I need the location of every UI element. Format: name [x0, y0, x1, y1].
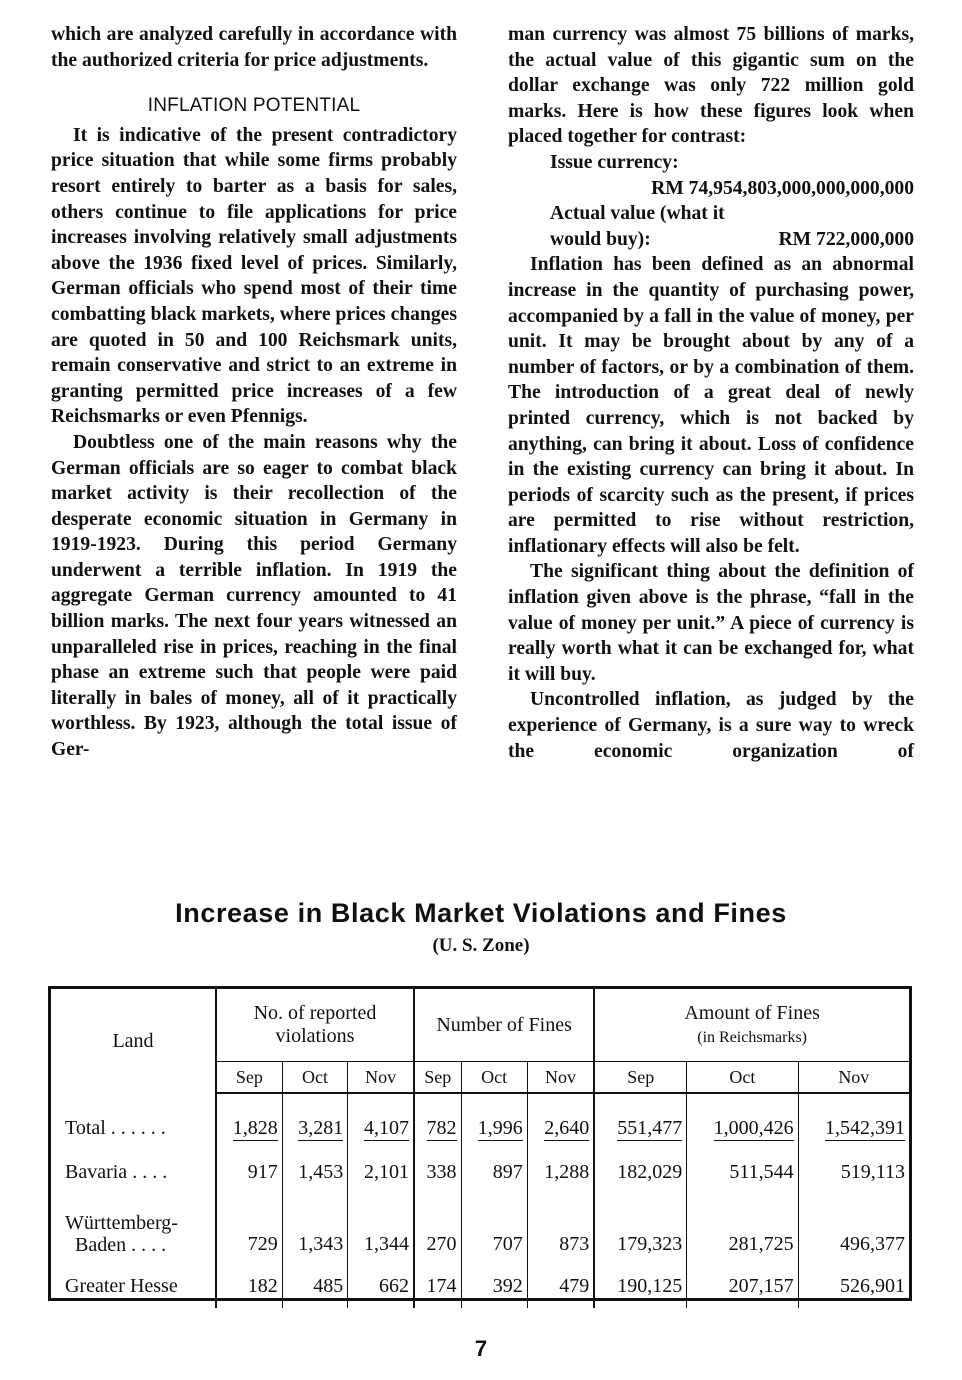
cell: 1,288: [527, 1150, 594, 1194]
header-violations-line-1: No. of reported: [253, 1002, 377, 1024]
cell: 3,281: [282, 1106, 348, 1150]
cell: 1,453: [282, 1150, 348, 1194]
header-violations: [216, 989, 414, 1062]
issue-currency-row: [508, 150, 914, 176]
cell: 182,029: [594, 1150, 686, 1194]
header-amount-line-2: (in Reichsmarks): [697, 1028, 807, 1046]
row-land: Bavaria . . . .: [65, 1160, 168, 1183]
right-paragraph-3: The significant thing about the definition of inflation given above is the phrase, “fall in the value of money per unit.” A piece of currency is really worth what it can be exchanged for, what it will buy.: [508, 561, 914, 685]
left-paragraph-1: which are analyzed carefully in accordance with the authorized criteria for price adjustments.: [51, 24, 457, 71]
header-amount-line-1: Amount of Fines: [684, 1001, 820, 1024]
cell: 1,996: [461, 1106, 527, 1150]
row-land: Greater Hesse: [65, 1274, 178, 1297]
actual-value-row-2: [508, 227, 914, 253]
right-paragraph-1: man currency was almost 75 billions of marks, the actual value of this gigantic sum on the dollar exchange was only 722 million gold marks. Here is how these figures look when placed together for contrast:: [508, 24, 914, 148]
cell: 662: [348, 1264, 414, 1308]
header-number-of-fines: Number of Fines: [414, 989, 594, 1062]
section-heading: INFLATION POTENTIAL: [147, 95, 361, 117]
cell: 511,544: [687, 1150, 798, 1194]
actual-value-row-1: [508, 201, 914, 227]
cell: 1,542,391: [798, 1106, 909, 1150]
cell: 174: [414, 1264, 461, 1308]
cell: 2,640: [527, 1106, 594, 1150]
cell: 281,725: [687, 1194, 798, 1264]
header-month: Sep: [594, 1062, 686, 1094]
cell: 917: [216, 1150, 282, 1194]
actual-value-label-1: Actual value (what it: [550, 203, 725, 225]
table-row: [51, 1194, 909, 1264]
left-paragraph-3: Doubtless one of the main reasons why the German officials are so eager to combat black market activity is their recollection of the desperate economic situation in Germany in 1919-1923. During this period Germany underwent a terrible inflation. In 1919 the aggregate German currency amounted to 41 billion marks. The next four years witnessed an unparalleled rise in prices, reaching in the final phase an extreme such that people were paid literally in bales of money, all of it practically worthless. By 1923, although the total issue of Ger-: [51, 431, 457, 761]
table-row: [51, 1106, 909, 1150]
issue-currency-label: Issue currency:: [550, 151, 679, 173]
header-month: Oct: [461, 1062, 527, 1094]
spacer-row: [51, 1093, 909, 1106]
cell: 190,125: [594, 1264, 686, 1308]
page-number: 7: [474, 1336, 488, 1361]
header-violations-line-2: violations: [275, 1025, 355, 1047]
cell: 1,828: [216, 1106, 282, 1150]
cell: 4,107: [348, 1106, 414, 1150]
header-land: Land: [112, 1029, 154, 1052]
header-month: Nov: [527, 1062, 594, 1094]
cell: 338: [414, 1150, 461, 1194]
left-paragraph-2: It is indicative of the present contradictory price situation that while some firms probably resort entirely to barter as a basis for sales, others continue to file applications for price increases involving relatively small adjustments above the 1936 fixed level of prices. Similarly, German officials who spend most of their time combatting black markets, where prices changes are quoted in 50 and 100 Reichsmark units, remain conservative and strict to an extreme in granting permitted price increases of a few Reichsmarks or even Pfennigs.: [51, 124, 457, 428]
cell: 179,323: [594, 1194, 686, 1264]
row-land: Württemberg- Baden . . . .: [65, 1212, 178, 1256]
cell: 551,477: [594, 1106, 686, 1150]
cell: 707: [461, 1194, 527, 1264]
right-paragraph-2: Inflation has been defined as an abnormal increase in the quantity of purchasing power, accompanied by a fall in the value of money, per unit. It may be brought about by any of a number of factors, or by a combination of them. The introduction of a great deal of newly printed currency, which is not backed by anything, can bring it about. Loss of confidence in the existing currency can bring it about. In periods of scarcity such as the present, if prices are permitted to rise without restriction, inflationary effects will also be felt.: [508, 254, 914, 557]
table-row: [51, 1264, 909, 1308]
right-column: [508, 22, 914, 764]
cell: 1,344: [348, 1194, 414, 1264]
violations-table-grid: [51, 989, 909, 1308]
cell: 182: [216, 1264, 282, 1308]
right-paragraph-4: Uncontrolled inflation, as judged by the experience of Germany, is a sure way to wreck the economic organization of: [508, 689, 914, 762]
header-month: Sep: [216, 1062, 282, 1094]
actual-value-label-2: would buy):: [550, 228, 651, 250]
header-amount-of-fines: [594, 989, 909, 1062]
actual-value-amount: RM 722,000,000: [778, 228, 914, 250]
cell: 897: [461, 1150, 527, 1194]
cell: 1,000,426: [687, 1106, 798, 1150]
violations-table: [48, 986, 912, 1301]
cell: 392: [461, 1264, 527, 1308]
cell: 873: [527, 1194, 594, 1264]
cell: 519,113: [798, 1150, 909, 1194]
cell: 526,901: [798, 1264, 909, 1308]
cell: 2,101: [348, 1150, 414, 1194]
header-month: Oct: [687, 1062, 798, 1094]
table-row: [51, 1150, 909, 1194]
cell: 207,157: [687, 1264, 798, 1308]
cell: 729: [216, 1194, 282, 1264]
cell: 270: [414, 1194, 461, 1264]
cell: 782: [414, 1106, 461, 1150]
cell: 1,343: [282, 1194, 348, 1264]
left-column: [51, 22, 457, 763]
cell: 485: [282, 1264, 348, 1308]
row-land: Total . . . . . .: [65, 1116, 166, 1139]
header-month: Nov: [348, 1062, 414, 1094]
table-subtitle: (U. S. Zone): [432, 935, 530, 956]
cell: 496,377: [798, 1194, 909, 1264]
cell: 479: [527, 1264, 594, 1308]
table-title: Increase in Black Market Violations and Fines: [175, 898, 787, 928]
issue-currency-value: RM 74,954,803,000,000,000,000: [651, 177, 914, 199]
header-month: Sep: [414, 1062, 461, 1094]
header-month: Oct: [282, 1062, 348, 1094]
header-month: Nov: [798, 1062, 909, 1094]
issue-currency-value-row: [508, 176, 914, 202]
